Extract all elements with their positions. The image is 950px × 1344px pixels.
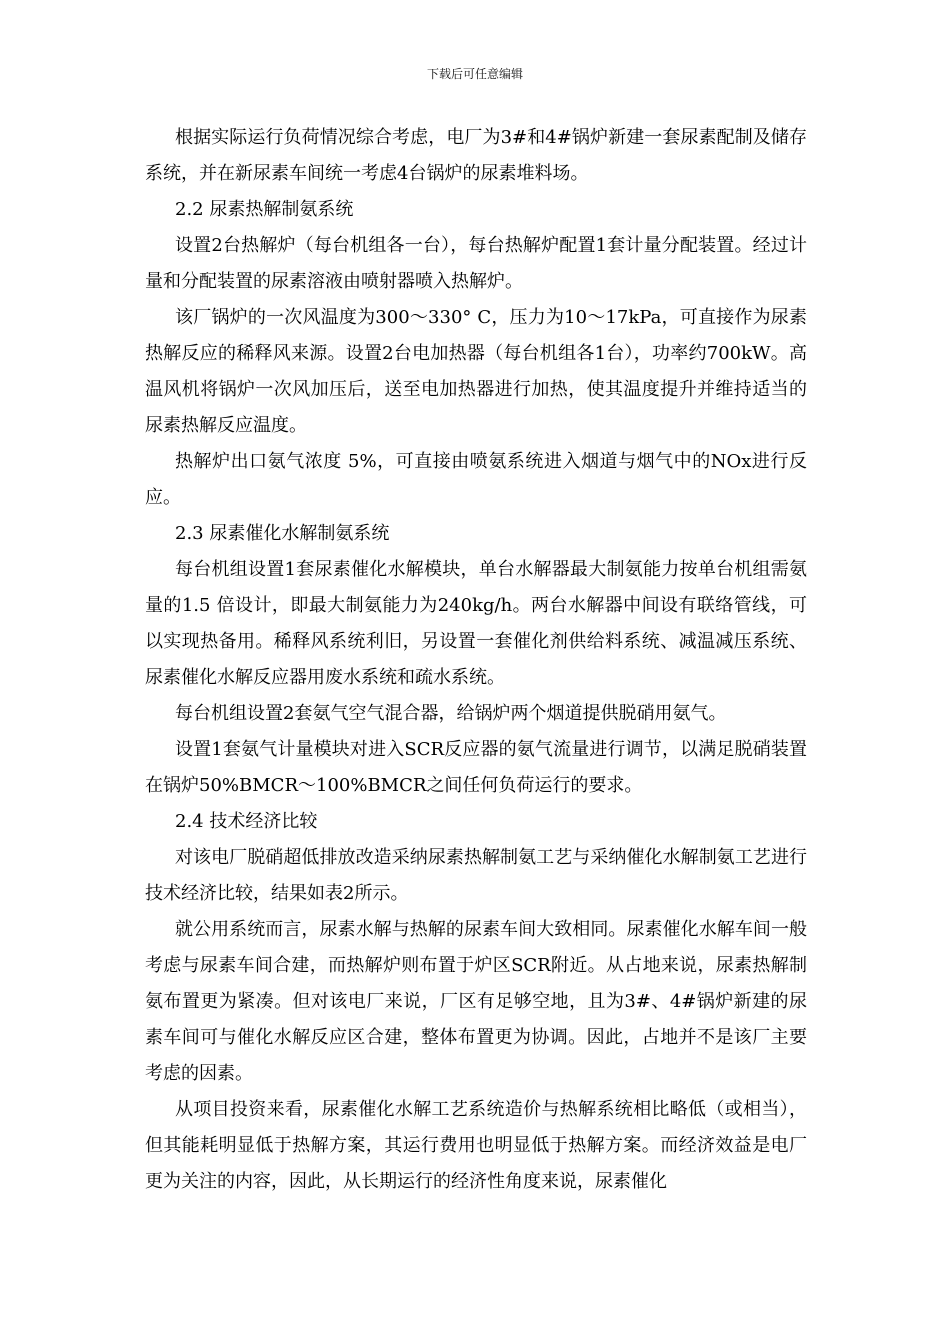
paragraph: 从项目投资来看，尿素催化水解工艺系统造价与热解系统相比略低（或相当），但其能耗明显低于热解方案，其运行费用也明显低于热解方案。而经济效益是电厂更为关注的内容，因此，从长期运行的经济性角度来说，尿素催化 [145,1099,807,1192]
page-header: 下载后可任意编辑 [426,67,523,81]
paragraph: 设置2台热解炉（每台机组各一台），每台热解炉配置1套计量分配装置。经过计量和分配装置的尿素溶液由喷射器喷入热解炉。 [145,235,807,292]
section-heading: 2.3 尿素催化水解制氨系统 [175,523,390,544]
paragraph: 就公用系统而言，尿素水解与热解的尿素车间大致相同。尿素催化水解车间一般考虑与尿素车间合建，而热解炉则布置于炉区SCR附近。从占地来说，尿素热解制氨布置更为紧凑。但对该电厂来说，厂区有足够空地，且为3#、4#锅炉新建的尿素车间可与催化水解反应区合建，整体布置更为协调。因此，占地并不是该厂主要考虑的因素。 [145,919,807,1084]
paragraph: 热解炉出口氨气浓度 5%，可直接由喷氨系统进入烟道与烟气中的NOx进行反应。 [145,451,807,508]
paragraph: 每台机组设置2套氨气空气混合器，给锅炉两个烟道提供脱硝用氨气。 [175,703,727,724]
document-body [145,120,807,1200]
paragraph: 根据实际运行负荷情况综合考虑，电厂为3#和4#锅炉新建一套尿素配制及储存系统，并在新尿素车间统一考虑4台锅炉的尿素堆料场。 [145,127,807,184]
paragraph: 设置1套氨气计量模块对进入SCR反应器的氨气流量进行调节，以满足脱硝装置在锅炉50%BMCR～100%BMCR之间任何负荷运行的要求。 [145,739,807,796]
paragraph: 每台机组设置1套尿素催化水解模块，单台水解器最大制氨能力按单台机组需氨量的1.5 倍设计，即最大制氨能力为240kg/h。两台水解器中间设有联络管线，可以实现热备用。稀释风系统利旧，另设置一套催化剂供给料系统、减温减压系统、尿素催化水解反应器用废水系统和疏水系统。 [145,559,807,688]
section-heading: 2.2 尿素热解制氨系统 [175,199,354,220]
paragraph: 对该电厂脱硝超低排放改造采纳尿素热解制氨工艺与采纳催化水解制氨工艺进行技术经济比较，结果如表2所示。 [145,847,807,904]
paragraph: 该厂锅炉的一次风温度为300～330° C，压力为10～17kPa，可直接作为尿素热解反应的稀释风来源。设置2台电加热器（每台机组各1台），功率约700kW。高温风机将锅炉一次风加压后，送至电加热器进行加热，使其温度提升并维持适当的尿素热解反应温度。 [145,307,807,436]
section-heading: 2.4 技术经济比较 [175,811,318,832]
